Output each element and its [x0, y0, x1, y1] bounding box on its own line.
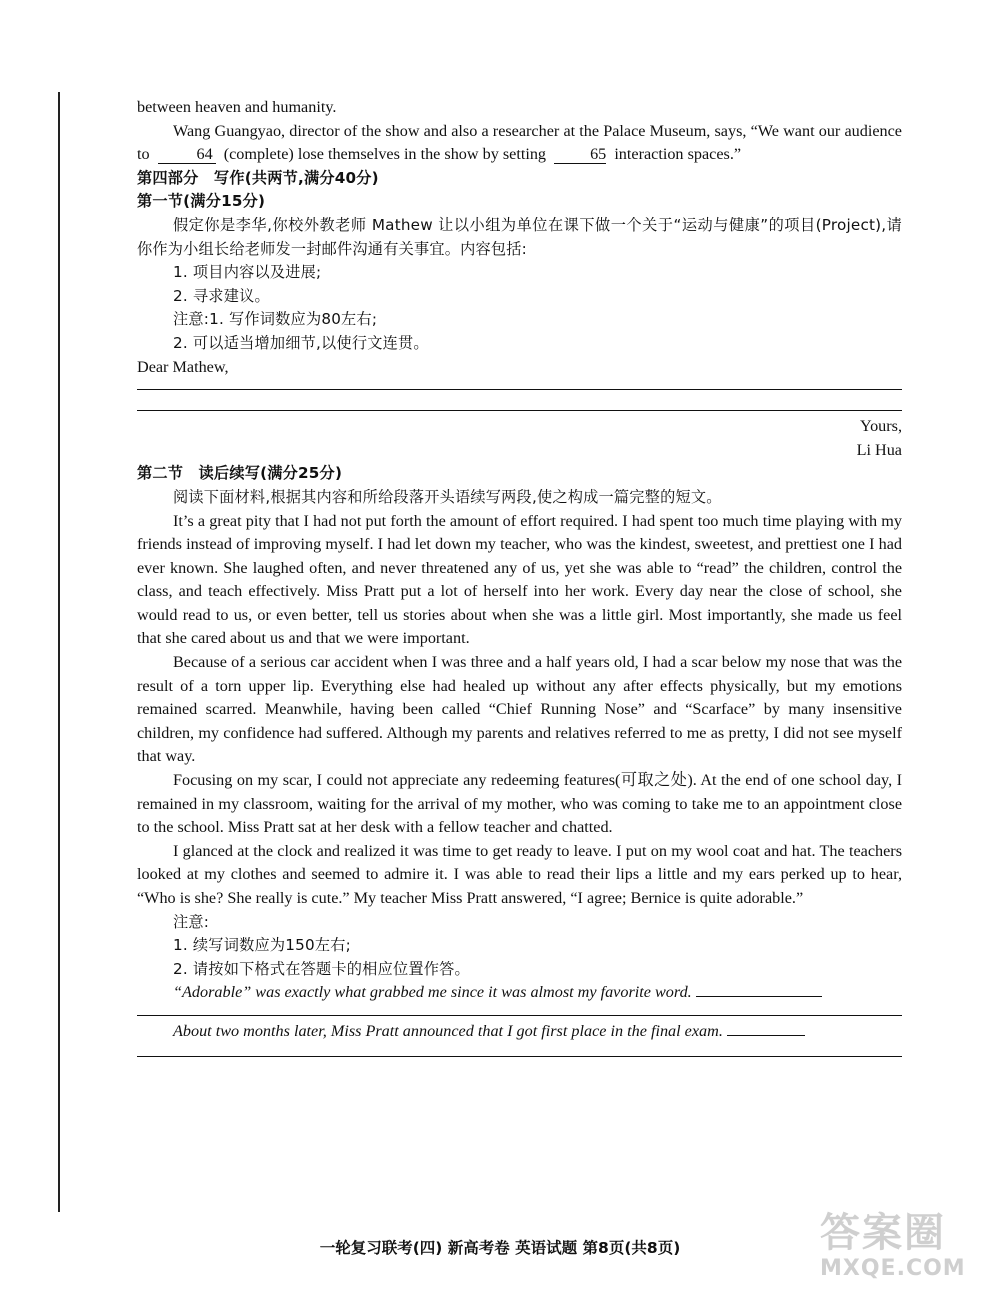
salutation: Dear Mathew, [137, 357, 229, 376]
quote-text-a: Wang Guangyao, director of the show and also a researcher at the Palace Museum, says, “We want our audience to [137, 121, 902, 164]
continuation-start-1 [137, 981, 902, 1005]
continuation-text-2: About two months later, Miss Pratt announced that I got first place in the final exam. [173, 1021, 723, 1040]
watermark-url: MXQE.COM [820, 1256, 966, 1281]
left-margin-rule [58, 92, 60, 1212]
watermark-text: 答案圈 [820, 1210, 946, 1256]
quote-text-c: interaction spaces.” [614, 145, 742, 164]
answer-blank [727, 1021, 805, 1036]
answer-blank [696, 982, 822, 997]
story-paragraph-3: Focusing on my scar, I could not appreciate any redeeming features(可取之处). At the end of one school day, I remained in my classroom, waiting for the arrival of my mother, who was coming to take me to an appointment close to the school. Miss Pratt sat at her desk with a fellow teacher and chatted. [137, 771, 902, 837]
note-2: 2. 可以适当增加细节,以使行文连贯。 [173, 333, 429, 352]
section2-note-2: 2. 请按如下格式在答题卡的相应位置作答。 [173, 959, 470, 978]
section1-prompt: 假定你是李华,你校外教老师 Mathew 让以小组为单位在课下做一个关于“运动与健康”的项目(Project),请你作为小组长给老师发一封邮件沟通有关事宜。内容包括: [137, 215, 902, 258]
watermark-logo [820, 1210, 990, 1292]
section2-instruction: 阅读下面材料,根据其内容和所给段落开头语续写两段,使之构成一篇完整的短文。 [173, 487, 722, 506]
section1-title: 第一节(满分15分) [137, 192, 266, 211]
continuation-start-2 [137, 1020, 902, 1044]
section2-note-title: 注意: [173, 912, 210, 931]
page-footer: 一轮复习联考(四) 新高考卷 英语试题 第8页(共8页) [319, 1239, 681, 1257]
continuation-text-1: “Adorable” was exactly what grabbed me since it was almost my favorite word. [173, 983, 692, 1002]
section2-note-1: 1. 续写词数应为150左右; [173, 936, 351, 955]
closing-yours: Yours, [860, 417, 902, 436]
story-paragraph-4: I glanced at the clock and realized it was time to get ready to leave. I put on my wool coat and hat. The teachers looked at my clothes and seemed to admire it. I was able to read their lips a little and my ears perked up to hear, “Who is she? She really is cute.” My teacher Miss Pratt answered, “I agree; Bernice is quite adorable.” [137, 841, 902, 907]
quote-paragraph [137, 120, 902, 167]
story-paragraph-2: Because of a serious car accident when I was three and a half years old, I had a scar below my nose that was the result of a torn upper lip. Everything else had healed up without any after effects physically, but my emotions remained scarred. Meanwhile, having been called “Chief Running Nose” and “Scarface” by many insensitive children, my confidence had suffered. Although my parents and relatives referred to me as pretty, I did not see myself that way. [137, 653, 902, 766]
item-2: 2. 寻求建议。 [173, 286, 270, 305]
item-1: 1. 项目内容以及进展; [173, 263, 322, 282]
quote-text-b: (complete) lose themselves in the show by setting [223, 145, 547, 164]
closing-name: Li Hua [856, 440, 902, 459]
note-1: 注意:1. 写作词数应为80左右; [173, 310, 378, 329]
blank-64: 64 [158, 145, 216, 164]
part4-title: 第四部分 写作(共两节,满分40分) [137, 168, 379, 187]
page-content [137, 96, 902, 1057]
blank-65: 65 [554, 145, 606, 164]
answer-line [137, 1056, 902, 1057]
story-paragraph-1: It’s a great pity that I had not put forth the amount of effort required. I had spent too much time playing with my friends instead of improving myself. I had let down my teacher, who was the kindest, sweetest, and prettiest one I had ever known. She laughed often, and never threatened any of us, yet she was able to “read” the children, control the class, and teach effectively. Miss Pratt put a lot of herself into her work. Every day near the close of school, she would read to us, or even better, tell us stories about when she was a little girl. Most importantly, she made us feel that she cared about us and that we were important. [137, 511, 902, 648]
text-line: between heaven and humanity. [137, 98, 337, 116]
section2-title: 第二节 读后续写(满分25分) [137, 464, 343, 483]
